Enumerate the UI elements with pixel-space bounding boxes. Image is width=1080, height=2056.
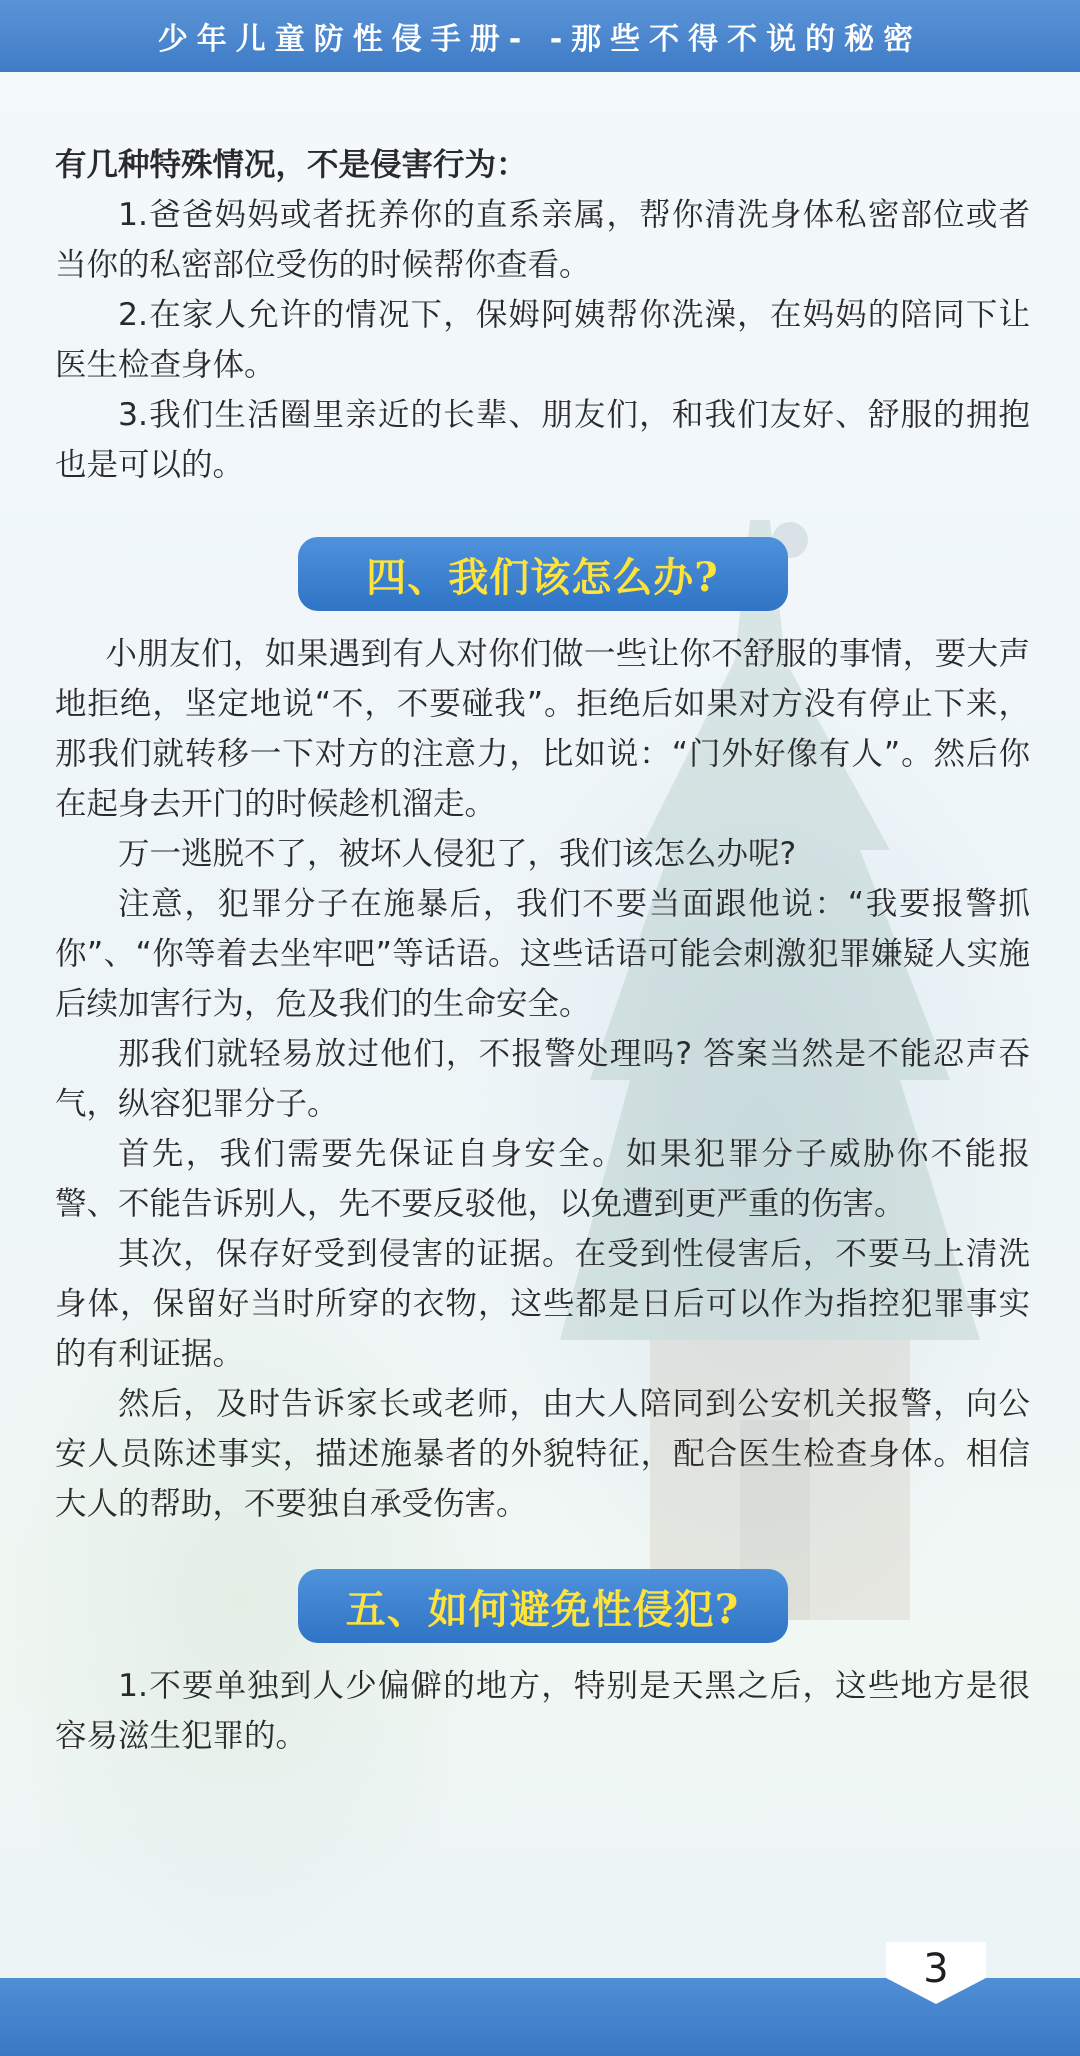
section-4-heading-text: 四、我们该怎么办? (366, 553, 719, 601)
section-4-paragraph-1: 小朋友们，如果遇到有人对你们做一些让你不舒服的事情，要大声地拒绝，坚定地说“不，不要碰我”。拒绝后如果对方没有停止下来，那我们就转移一下对方的注意力，比如说：“门外好像有人”。然后你在起身去开门的时候趁机溜走。 (55, 636, 1030, 822)
page-number: 3 (923, 1946, 949, 1992)
section-5-heading (298, 1569, 788, 1643)
intro-item-3: 3.我们生活圈里亲近的长辈、朋友们，和我们友好、舒服的拥抱也是可以的。 (55, 397, 1030, 483)
intro-item-2: 2.在家人允许的情况下，保姆阿姨帮你洗澡，在妈妈的陪同下让医生检查身体。 (55, 297, 1030, 383)
intro-item-1: 1.爸爸妈妈或者抚养你的直系亲属，帮你清洗身体私密部位或者当你的私密部位受伤的时候帮你查看。 (55, 197, 1030, 283)
header-title: 少年儿童防性侵手册- -那些不得不说的秘密 (157, 22, 923, 57)
section-4-paragraph-3: 注意，犯罪分子在施暴后，我们不要当面跟他说：“我要报警抓你”、“你等着去坐牢吧”等话语。这些话语可能会刺激犯罪嫌疑人实施后续加害行为，危及我们的生命安全。 (55, 886, 1030, 1022)
page-header (0, 0, 1080, 72)
content (55, 140, 1030, 1761)
section-4-paragraph-2: 万一逃脱不了，被坏人侵犯了，我们该怎么办呢? (118, 836, 797, 872)
section-5-paragraph-1: 1.不要单独到人少偏僻的地方，特别是天黑之后，这些地方是很容易滋生犯罪的。 (55, 1668, 1030, 1754)
section-4-paragraph-4: 那我们就轻易放过他们，不报警处理吗? 答案当然是不能忍声吞气，纵容犯罪分子。 (55, 1036, 1030, 1122)
section-4-paragraph-7: 然后，及时告诉家长或老师，由大人陪同到公安机关报警，向公安人员陈述事实，描述施暴者的外貌特征，配合医生检查身体。相信大人的帮助，不要独自承受伤害。 (55, 1386, 1030, 1522)
section-5-heading-text: 五、如何避免性侵犯? (345, 1585, 740, 1633)
intro-lead: 有几种特殊情况，不是侵害行为： (55, 147, 528, 183)
section-4-paragraph-6: 其次，保存好受到侵害的证据。在受到性侵害后，不要马上清洗身体，保留好当时所穿的衣物，这些都是日后可以作为指控犯罪事实的有利证据。 (55, 1236, 1030, 1372)
section-4-heading (298, 537, 788, 611)
section-4-paragraph-5: 首先，我们需要先保证自身安全。如果犯罪分子威胁你不能报警、不能告诉别人，先不要反驳他，以免遭到更严重的伤害。 (55, 1136, 1030, 1222)
